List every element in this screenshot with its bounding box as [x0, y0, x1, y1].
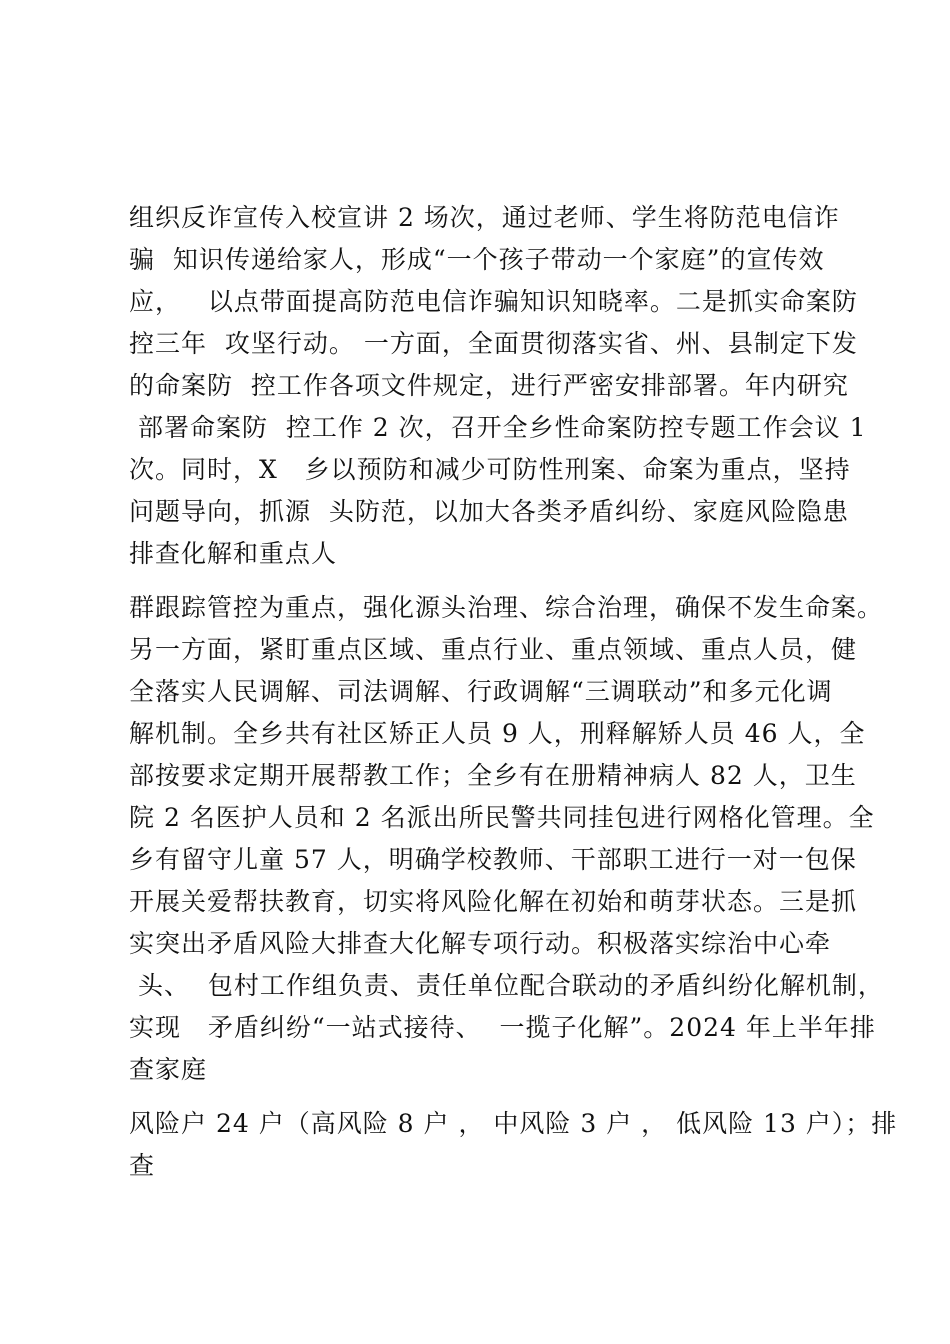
text-line: 全落实人民调解、司法调解、行政调解“三调联动”和多元化调: [129, 677, 833, 706]
text-line: 控三年 攻坚行动。 一方面，全面贯彻落实省、州、县制定下发: [129, 329, 858, 358]
text-line: 部署命案防 控工作 2 次，召开全乡性命案防控专题工作会议 1: [129, 413, 867, 442]
text-line: 排查化解和重点人: [129, 539, 338, 568]
text-line: 应， 以点带面提高防范电信诈骗知识知晓率。二是抓实命案防: [129, 287, 858, 316]
text-line: 实现 矛盾纠纷“一站式接待、 一揽子化解”。2024 年上半年排: [129, 1013, 876, 1042]
text-line: 头、 包村工作组负责、责任单位配合联动的矛盾纠纷化解机制，: [129, 971, 884, 1000]
text-line: 解机制。全乡共有社区矫正人员 9 人，刑释解矫人员 46 人，全: [129, 719, 866, 748]
text-line: 组织反诈宣传入校宣讲 2 场次，通过老师、学生将防范电信诈: [129, 203, 840, 232]
text-line: 实突出矛盾风险大排查大化解专项行动。积极落实综治中心牵: [129, 929, 832, 958]
text-line: 查家庭: [129, 1055, 208, 1084]
text-line: 次。同时，X 乡以预防和减少可防性刑案、命案为重点，坚持: [129, 455, 851, 484]
text-line: 乡有留守儿童 57 人，明确学校教师、干部职工进行一对一包保: [129, 845, 857, 874]
text-line: 群跟踪管控为重点，强化源头治理、综合治理，确保不发生命案。: [129, 593, 884, 622]
text-line: 院 2 名医护人员和 2 名派出所民警共同挂包进行网格化管理。全: [129, 803, 875, 832]
text-line: 另一方面，紧盯重点区域、重点行业、重点领域、重点人员，健: [129, 635, 858, 664]
text-line: 开展关爱帮扶教育，切实将风险化解在初始和萌芽状态。三是抓: [129, 887, 858, 916]
text-line: 问题导向，抓源 头防范，以加大各类矛盾纠纷、家庭风险隐患: [129, 497, 849, 526]
text-line: 查: [129, 1151, 156, 1180]
text-line: 的命案防 控工作各项文件规定，进行严密安排部署。年内研究: [129, 371, 849, 400]
text-line: 部按要求定期开展帮教工作；全乡有在册精神病人 82 人，卫生: [129, 761, 857, 790]
text-line: 风险户 24 户（高风险 8 户 ， 中风险 3 户 ， 低风险 13 户）；排: [129, 1109, 898, 1138]
text-line: 骗 知识传递给家人，形成“一个孩子带动一个家庭”的宣传效: [129, 245, 825, 274]
